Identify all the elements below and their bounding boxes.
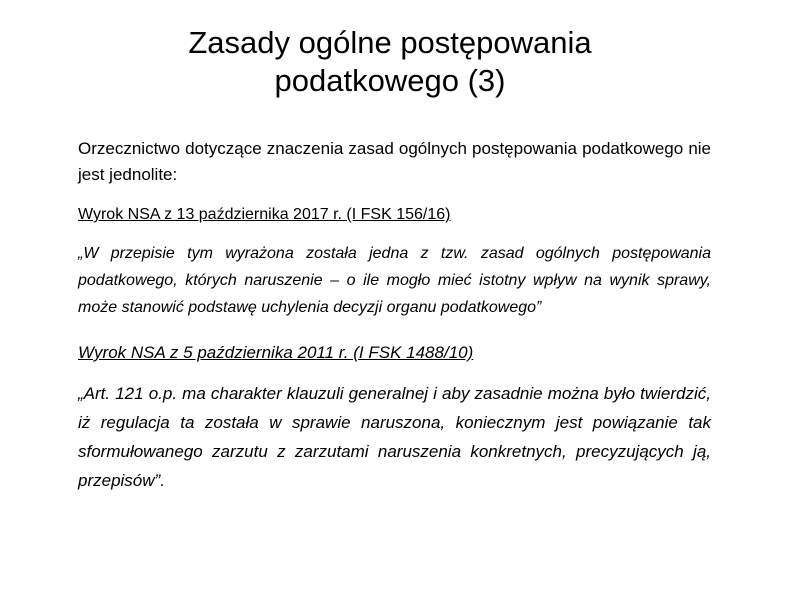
ruling-2-quote: „Art. 121 o.p. ma charakter klauzuli generalnej i aby zasadnie można było twierdzić, iż regulacja ta została w sprawie naruszona, koniecznym jest powiązanie tak sformułowanego zarzutu z zarzutami naruszenia konkretnych, precyzujących ją, przepisów”.	[78, 384, 711, 490]
slide-title	[100, 24, 680, 100]
intro-paragraph: Orzecznictwo dotyczące znaczenia zasad ogólnych postępowania podatkowego nie jest jednolite:	[78, 139, 711, 184]
slide-title-line-2: podatkowego (3)	[274, 63, 506, 98]
slide-body	[78, 136, 711, 495]
ruling-2-citation: Wyrok NSA z 5 października 2011 r. (I FSK 1488/10)	[78, 343, 474, 362]
slide-title-line-1: Zasady ogólne postępowania	[188, 25, 592, 60]
ruling-1-citation: Wyrok NSA z 13 października 2017 r. (I FSK 156/16)	[78, 206, 451, 223]
ruling-1-quote: „W przepisie tym wyrażona została jedna z tzw. zasad ogólnych postępowania podatkowego, których naruszenie – o ile mogło mieć istotny wpływ na wynik sprawy, może stanowić podstawę uchylenia decyzji organu podatkowego”	[78, 245, 711, 316]
